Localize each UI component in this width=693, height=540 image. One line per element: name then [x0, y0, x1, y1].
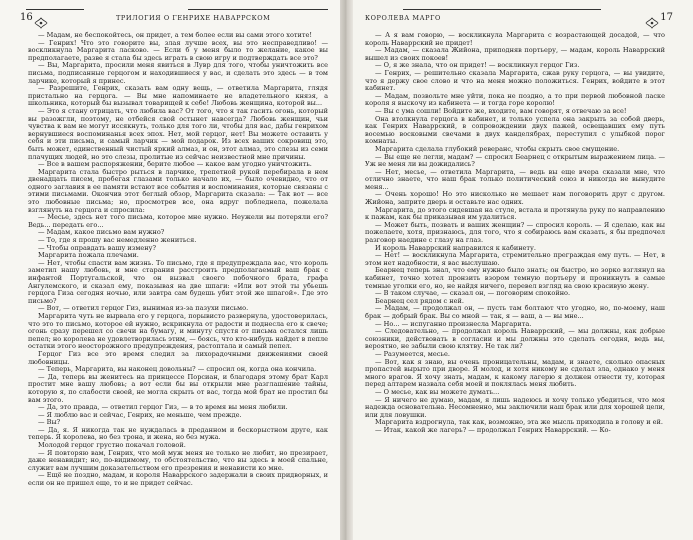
paragraph: Маргарита пожала плечами. — [38, 251, 139, 260]
paragraph: — Вы еще не легли, мадам? — спросил Беарнец с открытым выражением лица. — Уж не меня ли вы дожидались? — [365, 152, 665, 169]
running-head-title: ТРИЛОГИЯ О ГЕНРИХЕ НАВАРРСКОМ — [116, 14, 271, 22]
paragraph: — О, я же знала, что он придет! — воскликнул герцог Гиз. — [375, 61, 580, 70]
header-rule — [403, 9, 601, 10]
paragraph: Молодой герцог грустно покачал головой. — [38, 441, 186, 450]
page-number: 16 — [20, 12, 33, 23]
paragraph: — Да, теперь вы женитесь на принцессе Порсиан, и благодаря этому брат Карл простит мне вашу любовь; а вот если бы вы открыли мне разглашение тайны, которую я, по слабости своей, не могла скрыть от вас, тогда мой брат не простил бы вам этого. — [28, 372, 328, 404]
paragraph: Маргарита вздрогнула, так как, возможно, эта же мысль приходила в голову и ей. — [375, 418, 663, 427]
paragraph: — Это я стану отрицать, что любила вас? От того, что я так гасить огонь, который вы разожгли, поэтому, не отбейся свой остынет навсегда? Любовь женщин, чьи чувства к вам не могут иссякнуть, только для того ли, чтобы для вас, дабы генрихом вернувшиеся воспоминанья всех эпох. Нет, мой герцог, нет! Вы можете оставить у себя и эти письма, и самый ларчик — мой подарок. Из всех ваших сокровищ это, быть может, единственный чистый яркий алмаз, и он, этот алмаз, это слезы из семи плачущих людей, но это слезы, пролитые из сейчас неизвестной мне причины. — [28, 106, 328, 161]
paragraph: — Ещё не поздно, мадам, и короля Наваррского задержали в своих придворных, и если он не пришел еще, то и не придет сейчас. — [28, 471, 328, 488]
paragraph: — Нет, месье, — ответила Маргарита, — ведь вы еще вчера сказали мне, что отлично знаете, что наш брак только политический союз и никогда не вынудите меня... — [365, 167, 665, 191]
paragraph: — Нет, чтобы спасти вам жизнь. То письмо, где я предупреждала вас, что король заметил нашу любовь, и мне старания расстроить предполагаемый ваш брак с инфантой Португальской, что он вызвал своего побочного брата, графа Ангулемского, и сказал ему, показывая на две шпаги: «Или вот этой ты убьешь герцога Гиза сегодня ночью, или завтра сам будешь убит этой же шпагой». Где это письмо? — [28, 258, 328, 305]
paragraph: Она втолкнула герцога в кабинет, и только успела она закрыть за собой дверь, как Генрих Наваррский, в сопровождении двух пажей, освещавших ему путь восемью восковыми свечами в двух канделябрах, переступил с улыбкой порог комнаты. — [365, 114, 665, 146]
paragraph: — Может быть, позвать и ваших женщин? — спросил король. — Я сделаю, как вы пожелаете, хотя, признаюсь, для того, что я собираюсь вам сказать, я бы предпочел разговор наедине с глазу на глаз. — [365, 220, 665, 245]
paragraph: Маргарита стала быстро рыться в ларчике, трепетной рукой перебирала в нем двенадцать писем, пробегая глазами только начало их, — было очевидно, что от одного заглавия в ее памяти встают все события и воспоминания, которые связаны с этими письмами. Окончив этот беглый обзор, Маргарита сказала: — Так вот — все это любовные письма; но, просмотрев все, она вдруг побледнела, пожелала взглянуть на герцога и спросила: — [28, 167, 328, 214]
paragraph: Герцог Гиз все это время следил за лихорадочными движениями своей любовницы. — [28, 349, 328, 366]
paragraph: — В таком случае, — сказал он, — поговорим спокойно. — [375, 289, 571, 298]
fleuron-ornament-icon — [34, 17, 48, 29]
paragraph: И король Наваррский направился к кабинету. — [375, 243, 536, 252]
paragraph: — Нет! — воскликнула Маргарита, стремительно преграждая ему путь. — Нет, в этом нет надобности, я вас выслушаю. — [365, 251, 665, 267]
paragraph: — Мадам, какое письмо вам нужно? — [38, 228, 165, 237]
paragraph: — Чтобы оправдать вашу измену? — [38, 243, 157, 252]
paragraph: — Вы с ума сошли! Войдите же, входите, вам говорят, я отвечаю за все! — [375, 106, 627, 115]
paragraph: — Да, это правда, — ответил герцог Гиз, — в то время вы меня любили. — [38, 403, 288, 412]
paragraph: — Вы, Маргарита, просили меня явиться в Лувр для того, чтобы уничтожить все письма, подписанные герцогом и находившиеся у вас, и сделать это здесь — в том ларчике, который я принес. — [28, 61, 328, 85]
paragraph: Маргарита чуть не вырвала его у герцога, порывисто развернула, удостоверилась, что это то письмо, которое ей нужно, вскрикнула от радости и поднесла его к свече; огонь сразу перешел со свечи на бумагу, и минуту спустя от письма остался лишь пепел; но королева не удовлетворилась этим, — боясь, что кто-нибудь найдет в пепле остатки этого неосторожного предупреждения, растоптала и самый пепел. — [28, 311, 328, 351]
paragraph: — Да, я. Я никогда так не нуждалась в преданном и бескорыстном друге, как теперь. Я королева, но без трона, и жена, но без мужа. — [28, 425, 328, 442]
paragraph: — Мадам, — продолжал он, — пусть там болтают что угодно, но, по-моему, наш брак — добрый брак. Вы со мной — так, я — ваш, а — вы мне... — [365, 304, 665, 320]
header-rule — [26, 9, 84, 10]
paragraph: — Генрих, — решительно сказала Маргарита, сжав руку герцога, — вы увидите, что я держу свое слово и что на меня можно положиться. Генрих, войдите в этот кабинет. — [365, 68, 665, 93]
paragraph: — О месье, как вы можете думать... — [375, 387, 500, 396]
paragraph: Беарнец теперь знал, что ему нужно было знать; он быстро, но зорко взглянул на кабинет, точно хотел пронзить взором темную портьеру и проникнуть в самые темные уголки его, но, не найдя ничего, перевел взгляд на свою красивую жену. — [365, 266, 665, 290]
paragraph: — Мадам, не беспокойтесь, он придет, а тем более если вы сами этого хотите! — [38, 31, 312, 39]
paragraph: — Теперь, Маргарита, вы наконец довольны? — спросил он, когда она кончила. — [38, 365, 317, 374]
paragraph: — Итак, какой же лагерь? — продолжал Генрих Наваррский. — Ко- — [375, 425, 611, 434]
paragraph: — Месье, здесь нет того письма, которое мне нужно. Неужели вы потеряли его? Ведь... передать его... — [28, 213, 328, 229]
paragraph: — Я повторяю вам, Генрих, что мой муж меня не только не любит, но презирает, даже ненавидит; но, по-видимому, то обстоятельство, что вы здесь в моей спальне, служит вам лучшим доказательством его презрения и ненависти ко мне. — [28, 448, 328, 472]
paragraph: — Разумеется, месье. — [375, 349, 450, 358]
paragraph: — То, где я прошу вас немедленно жениться. — [38, 236, 197, 245]
page-number: 17 — [660, 12, 673, 23]
right-running-head — [365, 12, 673, 28]
paragraph: — Вот, как я знаю, вы очень проницательны, мадам, и знаете, сколько опасных пропастей вырыто при дворе. Я молод, и хотя никому не сделал зла, однако у меня много врагов. Я хочу знать, мадам, к какому лагерю я должен отнести ту, которая перед алтарем назвала себя моей и поклялась меня любить. — [365, 357, 665, 389]
paragraph: — Вот, — ответил герцог Гиз, вынимая из-за пазухи письмо. — [38, 304, 249, 313]
paragraph: Маргарита сделала глубокий реверанс, чтобы скрыть свое смущение. — [375, 144, 620, 153]
paragraph: Беарнец сел рядом с ней. — [375, 296, 464, 305]
left-page-body — [28, 32, 328, 534]
right-page-body — [365, 32, 665, 534]
paragraph: — Генрих! Что это говорите вы, злая лучше всех, вы это несправедливо! — воскликнула Маргарита ласково. — Если б у меня было то желание, какое вы предполагаете, разве я стала бы здесь играть в свою игру и подтверждать все это? — [28, 38, 328, 62]
paragraph: — А я вам говорю, — воскликнула Маргарита с возрастающей досадой, — что король Наваррский не придет! — [365, 31, 665, 47]
paragraph: — Я люблю вас и сейчас, Генрих, не меньше, чем прежде. — [38, 410, 242, 419]
left-page — [0, 0, 340, 540]
paragraph: — Мадам, позвольте мне уйти, пока не поздно, а то при первой любовной ласке короля я выскочу из кабинета — и тогда горе королю! — [365, 91, 665, 108]
paragraph: — Следовательно, — продолжал король Наваррский, — мы должны, как добрые союзники, действовать в согласии и мы должны это сделать сегодня, ведь вы, вероятно, не забыли свою клятву. Не так ли? — [365, 327, 665, 351]
paragraph: Маргарита, до этого сидевшая на стуле, встала и протянула руку по направлению к пажам, как бы приказывая им удалиться. — [365, 205, 665, 222]
paragraph: — Очень хорошо! Но это нисколько не мешает нам поговорить друг с другом. Жийона, заприте дверь и оставьте нас одних. — [365, 190, 665, 207]
right-page — [353, 0, 693, 540]
paragraph: — Мадам, — сказала Жийона, приподняв портьеру, — мадам, король Наваррский вышел из своих покоев! — [365, 46, 665, 62]
book-gutter — [340, 0, 353, 540]
paragraph: — Разрешите, Генрих, сказать вам одну вещь, — ответила Маргарита, глядя пристально на герцога. — Вы мне напоминаете не владетельного князя, а школьника, который бы вызывал товарищей к себе! Любовь женщина, которой вы... — [28, 84, 328, 108]
paragraph: — Но... — испуганно произнесла Маргарита. — [375, 319, 532, 328]
paragraph: — Вы? — [38, 418, 61, 427]
paragraph: — Все в вашем распоряжении, берите любое — какое вам угодно уничтожить. — [38, 160, 312, 169]
paragraph: — Я ничего не думаю, мадам, я лишь надеюсь и хочу только убедиться, что моя надежда основательна. Несомненно, мы заключили наш брак или для хорошей цели, или для ловушки. — [365, 395, 665, 419]
header-rule — [188, 9, 328, 10]
running-head-title: КОРОЛЕВА МАРГО — [365, 14, 441, 22]
fleuron-ornament-icon — [645, 17, 659, 29]
left-running-head — [20, 12, 328, 28]
